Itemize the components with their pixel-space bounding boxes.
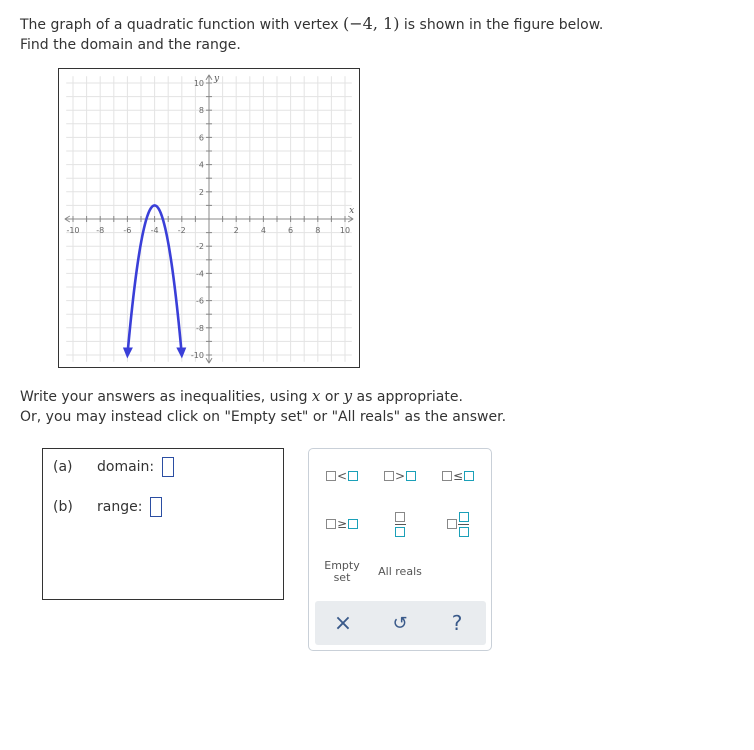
clear-button[interactable]	[315, 601, 371, 645]
answer-box	[42, 448, 284, 600]
prompt-line1-pre: The graph of a quadratic function with vertex	[20, 17, 344, 33]
question-prompt	[20, 14, 603, 55]
domain-label: domain:	[97, 459, 155, 475]
var-x: x	[311, 387, 321, 405]
greater-equal-button[interactable]: ≥	[317, 509, 367, 539]
y-tick-label: -2	[196, 242, 204, 252]
x-tick-label: -10	[66, 226, 80, 235]
empty-set-button[interactable]: Empty set	[324, 559, 360, 584]
help-icon: ?	[451, 611, 463, 635]
y-tick-label: 10	[193, 79, 204, 88]
all-reals-button[interactable]: All reals	[378, 565, 422, 578]
x-tick-label: 8	[315, 226, 321, 235]
fraction-button[interactable]	[375, 507, 425, 541]
y-tick-label: -8	[196, 323, 204, 333]
y-tick-label: -4	[196, 269, 204, 279]
x-tick-label: 4	[260, 226, 266, 235]
instructions-pre: Write your answers as inequalities, using	[20, 389, 312, 405]
part-b-label: (b)	[53, 499, 73, 515]
y-tick-label: -6	[196, 296, 204, 306]
y-tick-label: -10	[190, 351, 204, 360]
domain-input[interactable]	[162, 457, 174, 477]
var-y: y	[343, 387, 353, 405]
y-tick-label: 4	[198, 160, 204, 170]
x-tick-label: 6	[288, 226, 294, 235]
x-tick-label: 2	[233, 226, 239, 235]
greater-than-button[interactable]: >	[375, 461, 425, 491]
palette-toolbar	[315, 601, 486, 645]
close-icon: ×	[333, 610, 353, 636]
undo-button[interactable]	[372, 601, 428, 645]
help-button[interactable]	[429, 601, 485, 645]
graph-panel	[58, 68, 360, 368]
parabola-arrowhead	[123, 348, 133, 359]
instructions-mid: or	[320, 389, 344, 405]
x-tick-label: -2	[177, 226, 186, 235]
undo-icon: ↺	[392, 612, 408, 634]
y-tick-label: 8	[198, 106, 204, 116]
range-label: range:	[97, 499, 143, 515]
instructions-line2: Or, you may instead click on "Empty set" or "All reals" as the answer.	[20, 409, 507, 425]
less-equal-button[interactable]: ≤	[433, 461, 483, 491]
part-a-label: (a)	[53, 459, 73, 475]
mixed-number-button[interactable]	[433, 507, 483, 541]
x-axis-label: x	[349, 206, 355, 216]
x-tick-label: -8	[96, 226, 105, 235]
parabola-arrowhead	[176, 348, 186, 359]
vertex-value: (−4, 1)	[343, 14, 400, 33]
less-than-button[interactable]: <	[317, 461, 367, 491]
math-palette	[308, 448, 492, 651]
parabola-graph	[59, 69, 359, 367]
prompt-line1-post: is shown in the figure below.	[399, 17, 604, 33]
answer-row-range	[53, 497, 162, 517]
instructions	[20, 386, 506, 427]
y-tick-label: 6	[198, 133, 204, 143]
x-tick-label: 10	[339, 226, 351, 235]
x-tick-label: -6	[123, 226, 132, 235]
answer-row-domain	[53, 457, 174, 477]
y-axis-label: y	[214, 73, 220, 84]
instructions-post: as appropriate.	[352, 389, 463, 405]
y-tick-label: 2	[198, 187, 204, 197]
range-input[interactable]	[150, 497, 162, 517]
x-tick-label: -4	[150, 226, 159, 235]
prompt-line2: Find the domain and the range.	[20, 37, 241, 53]
